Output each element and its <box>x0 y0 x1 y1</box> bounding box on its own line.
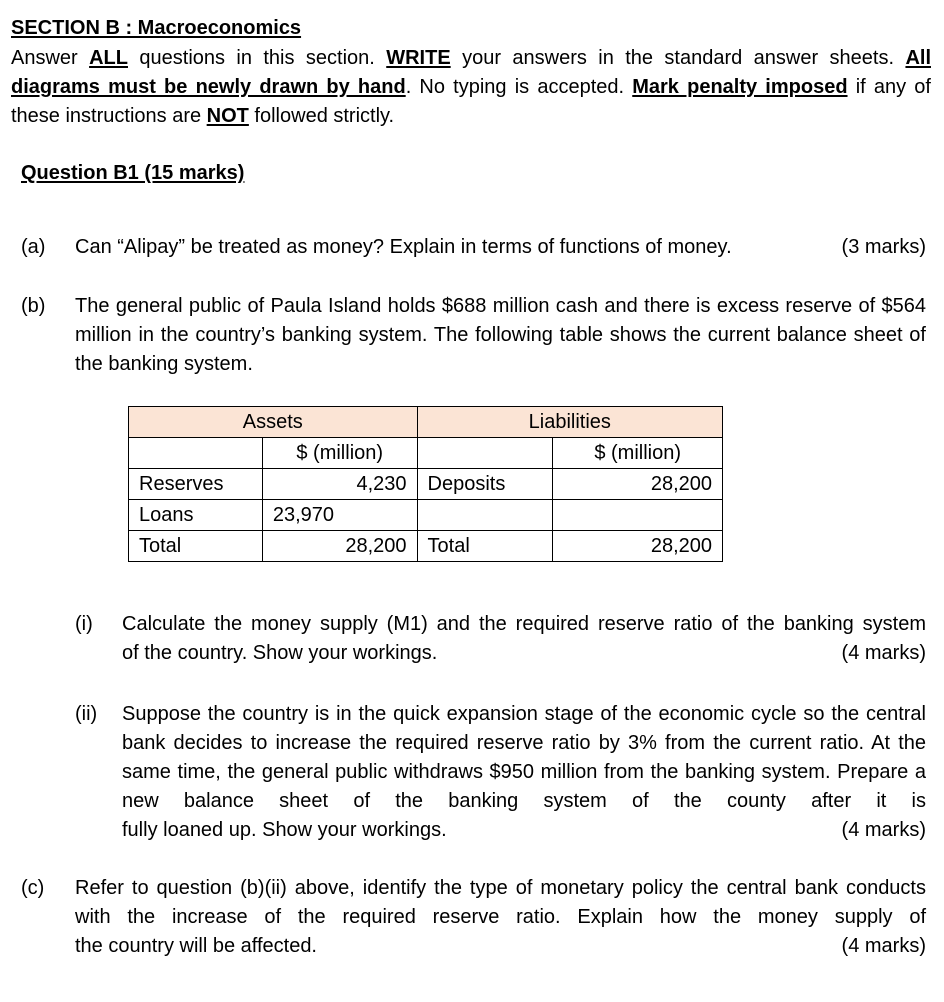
instructions-write: WRITE <box>386 47 451 69</box>
question-a-label: (a) <box>21 236 46 258</box>
question-b-i-line1: Calculate the money supply (M1) and the required reserve ratio of the banking system <box>122 613 926 635</box>
question-b-ii-text: Suppose the country is in the quick expansion stage of the economic cycle so the central bank decides to increase the required reserve ratio by 3% from the current ratio. At the same time, the general public withdraws $950 million from the banking system. Prepare a new balance sheet of the banking system of the county after it is <box>122 703 926 812</box>
instructions-not: NOT <box>206 105 249 127</box>
asset-value: 28,200 <box>262 531 417 562</box>
liability-value <box>553 500 723 531</box>
question-c <box>75 874 926 961</box>
question-c-last-line: the country will be affected. <box>75 935 317 957</box>
question-a-marks: (3 marks) <box>841 236 926 258</box>
asset-value: 4,230 <box>262 469 417 500</box>
instructions-penalty: Mark penalty imposed <box>632 76 848 98</box>
asset-name: Loans <box>129 500 263 531</box>
question-b-ii-label: (ii) <box>75 703 98 725</box>
question-a-text: Can “Alipay” be treated as money? Explain in terms of functions of money. <box>75 236 732 258</box>
question-b-ii-marks: (4 marks) <box>841 819 926 841</box>
liability-value: 28,200 <box>553 469 723 500</box>
instructions-text: followed strictly. <box>248 105 395 127</box>
instructions-diagrams: All diagrams must be newly drawn by hand <box>11 47 931 98</box>
question-b-ii-last-wrap <box>122 816 926 845</box>
question-b-i <box>122 610 926 668</box>
question-b-i-line2: of the country. Show your workings. <box>122 642 438 664</box>
instructions-text: Answer <box>11 47 90 69</box>
question-b-ii-last-line: fully loaned up. Show your workings. <box>122 819 447 841</box>
question-b-ii <box>122 700 926 845</box>
question-c-label: (c) <box>21 877 45 899</box>
liabilities-header: Liabilities <box>417 407 722 438</box>
table-row <box>129 531 723 562</box>
instructions-all: ALL <box>89 47 128 69</box>
instructions-text: questions in this section. <box>127 47 387 69</box>
question-title: Question B1 (15 marks) <box>21 162 245 184</box>
question-c-marks: (4 marks) <box>841 935 926 957</box>
question-b-i-label: (i) <box>75 613 93 635</box>
balance-sheet-unit-row <box>129 438 723 469</box>
asset-name: Total <box>129 531 263 562</box>
table-cell <box>417 438 553 469</box>
question-b-text: The general public of Paula Island holds $688 million cash and there is excess reserve of $564 million in the country’s banking system. The following table shows the current balance sheet of the banking system. <box>75 295 926 375</box>
table-row <box>129 469 723 500</box>
section-title: SECTION B : Macroeconomics <box>11 17 302 39</box>
balance-sheet-header-row <box>129 407 723 438</box>
question-b-i-marks: (4 marks) <box>841 642 926 664</box>
assets-unit: $ (million) <box>262 438 417 469</box>
liability-name <box>417 500 553 531</box>
instructions-text: if any of these instructions are <box>11 76 931 127</box>
instructions <box>11 44 931 131</box>
instructions-text: your answers in the standard answer sheets. <box>450 47 906 69</box>
asset-name: Reserves <box>129 469 263 500</box>
question-b-label: (b) <box>21 295 46 317</box>
balance-sheet-table <box>128 406 723 562</box>
instructions-text: . No typing is accepted. <box>405 76 633 98</box>
liability-name: Total <box>417 531 553 562</box>
assets-header: Assets <box>129 407 418 438</box>
liabilities-unit: $ (million) <box>553 438 723 469</box>
question-c-last-wrap <box>75 932 926 961</box>
asset-value: 23,970 <box>262 500 417 531</box>
table-row <box>129 500 723 531</box>
question-c-text: Refer to question (b)(ii) above, identify the type of monetary policy the central bank conducts with the increase of the required reserve ratio. Explain how the money supply of <box>75 877 926 928</box>
liability-name: Deposits <box>417 469 553 500</box>
table-cell <box>129 438 263 469</box>
liability-value: 28,200 <box>553 531 723 562</box>
question-b-i-line2-wrap <box>122 639 926 668</box>
